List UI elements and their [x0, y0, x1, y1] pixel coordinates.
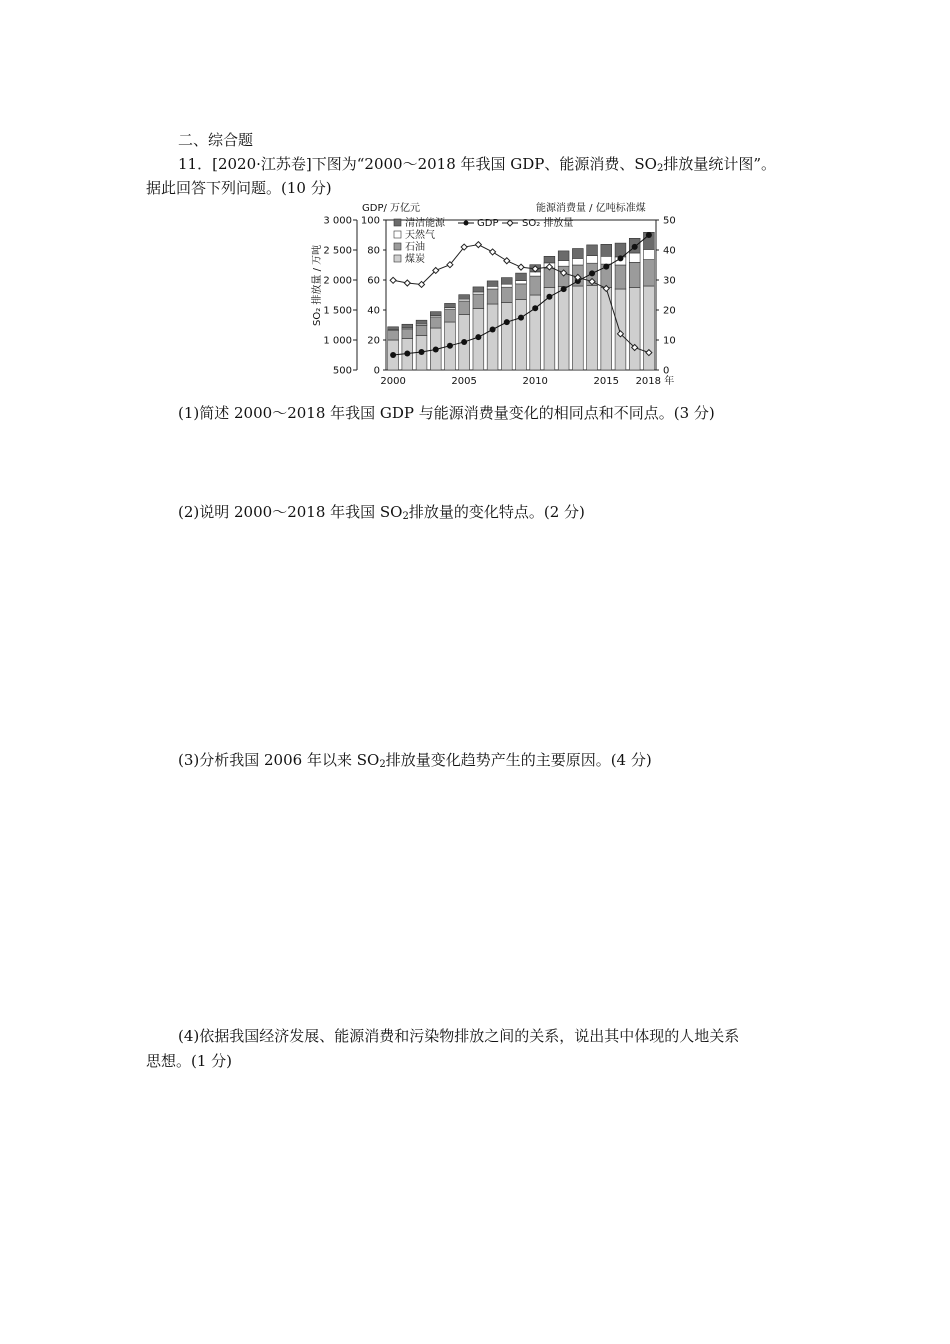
- bar-煤炭-2008: [501, 303, 512, 371]
- bar-石油-2017: [629, 262, 640, 287]
- bar-煤炭-2012: [558, 287, 569, 370]
- legend-swatch-清洁能源: [394, 219, 401, 226]
- gdp-point-2001: [404, 351, 410, 357]
- legend-so2-label: SO₂ 排放量: [522, 218, 574, 229]
- gdp-point-2009: [518, 315, 524, 321]
- legend-swatch-石油: [394, 243, 401, 250]
- gdp-point-2008: [504, 319, 510, 325]
- bar-天然气-2015: [601, 256, 612, 264]
- gdp-point-2002: [419, 349, 425, 355]
- bar-清洁能源-2008: [501, 278, 512, 285]
- gdp-point-2017: [632, 244, 638, 250]
- so2-tick-label: 2 500: [323, 245, 352, 257]
- so2-axis-title: SO₂ 排放量 / 万吨: [312, 244, 323, 326]
- bar-煤炭-2014: [587, 285, 598, 370]
- question-text-a: 11．[2020·江苏卷]下图为“2000～2018 年我国 GDP、能源消费、SO: [178, 155, 657, 173]
- gdp-tick-label: 40: [367, 305, 380, 317]
- bar-煤炭-2017: [629, 288, 640, 371]
- question-text-c: 据此回答下列问题。(10 分): [146, 179, 332, 197]
- gdp-point-2018: [646, 232, 652, 238]
- legend-label: 煤炭: [405, 254, 425, 265]
- gdp-point-2004: [447, 343, 453, 349]
- bar-天然气-2013: [572, 258, 583, 265]
- bar-清洁能源-2009: [516, 273, 527, 281]
- gdp-tick-label: 60: [367, 275, 380, 287]
- bar-石油-2002: [416, 325, 427, 335]
- bar-石油-2001: [402, 329, 413, 339]
- bar-天然气-2018: [643, 249, 654, 259]
- so2-point-2006: [475, 242, 481, 248]
- gdp-point-2006: [475, 334, 481, 340]
- bar-天然气-2008: [501, 284, 512, 287]
- chart-svg: [306, 196, 674, 392]
- bar-天然气-2007: [487, 286, 498, 289]
- part-1-text: (1)简述 2000～2018 年我国 GDP 与能源消费量变化的相同点和不同点。(3 分): [178, 404, 715, 422]
- gdp-tick-label: 20: [367, 335, 380, 347]
- question-line-1: [178, 154, 776, 179]
- legend-label: 天然气: [405, 230, 435, 241]
- part-2-text-b: 排放量的变化特点。(2 分): [408, 503, 585, 521]
- so2-tick-label: 500: [332, 365, 352, 377]
- part-3-text-a: (3)分析我国 2006 年以来 SO: [178, 751, 380, 769]
- so2-point-2009: [518, 264, 524, 270]
- so2-point-2008: [504, 258, 510, 264]
- bar-煤炭-2013: [572, 286, 583, 370]
- so2-tick-label: 2 000: [323, 275, 352, 287]
- bar-天然气-2009: [516, 281, 527, 284]
- bar-石油-2018: [643, 260, 654, 286]
- x-tick-label: 2015: [593, 376, 619, 387]
- bar-煤炭-2018: [643, 286, 654, 370]
- energy-chart: [306, 196, 674, 392]
- energy-tick-label: 50: [663, 215, 676, 227]
- part-4-text-b: 思想。(1 分): [146, 1052, 233, 1070]
- bar-石油-2016: [615, 265, 626, 289]
- gdp-point-2000: [390, 352, 396, 358]
- bar-石油-2006: [473, 294, 484, 308]
- bar-石油-2008: [501, 287, 512, 302]
- legend-label: 清洁能源: [405, 218, 445, 229]
- bar-清洁能源-2013: [572, 249, 583, 259]
- bar-煤炭-2007: [487, 304, 498, 370]
- part-2: [178, 502, 585, 527]
- energy-tick-label: 40: [663, 245, 676, 257]
- bar-清洁能源-2003: [430, 312, 441, 316]
- bar-天然气-2017: [629, 253, 640, 262]
- x-tick-label: 2005: [451, 376, 477, 387]
- legend-gdp-marker: [464, 221, 469, 226]
- gdp-point-2011: [546, 294, 552, 300]
- bar-清洁能源-2006: [473, 287, 484, 292]
- bar-石油-2005: [459, 301, 470, 315]
- bar-天然气-2014: [587, 256, 598, 264]
- gdp-point-2010: [532, 305, 538, 311]
- gdp-point-2005: [461, 339, 467, 345]
- bar-清洁能源-2002: [416, 320, 427, 324]
- bar-石油-2004: [445, 309, 456, 322]
- bar-煤炭-2016: [615, 289, 626, 370]
- gdp-tick-label: 100: [360, 215, 380, 227]
- so2-point-2001: [404, 280, 410, 286]
- x-tick-label: 2018 年: [635, 376, 675, 387]
- question-sub: 2: [656, 163, 664, 174]
- bar-天然气-2012: [558, 261, 569, 267]
- bar-石油-2010: [530, 276, 541, 295]
- bar-煤炭-2009: [516, 300, 527, 371]
- part-3-sub: 2: [379, 759, 386, 770]
- bar-清洁能源-2005: [459, 295, 470, 300]
- so2-tick-label: 1 000: [323, 335, 352, 347]
- so2-tick-label: 1 500: [323, 305, 352, 317]
- gdp-point-2012: [561, 286, 567, 292]
- section-title-text: 二、综合题: [178, 131, 254, 149]
- part-3-text-b: 排放量变化趋势产生的主要原因。(4 分): [385, 751, 652, 769]
- so2-point-2000: [390, 277, 396, 283]
- question-line-2: [146, 178, 332, 198]
- bar-石油-2011: [544, 268, 555, 288]
- question-text-b: 排放量统计图”。: [663, 155, 777, 173]
- bar-清洁能源-2000: [388, 327, 399, 330]
- energy-tick-label: 0: [663, 365, 670, 377]
- section-title: [178, 130, 253, 150]
- gdp-tick-label: 0: [373, 365, 380, 377]
- part-4-text-a: (4)依据我国经济发展、能源消费和污染物排放之间的关系，说出其中体现的人地关系: [178, 1027, 740, 1045]
- x-tick-label: 2000: [380, 376, 406, 387]
- legend-swatch-煤炭: [394, 255, 401, 262]
- part-1: [178, 403, 715, 423]
- bar-石油-2003: [430, 317, 441, 328]
- gdp-point-2003: [433, 346, 439, 352]
- part-3: [178, 750, 652, 775]
- bar-清洁能源-2015: [601, 244, 612, 256]
- bar-清洁能源-2001: [402, 324, 413, 328]
- energy-tick-label: 20: [663, 305, 676, 317]
- part-4-line-2: [146, 1051, 232, 1071]
- bar-清洁能源-2014: [587, 245, 598, 256]
- gdp-point-2014: [589, 270, 595, 276]
- part-4-line-1: [178, 1026, 739, 1046]
- gdp-point-2007: [490, 327, 496, 333]
- gdp-axis-title: GDP/ 万亿元: [362, 203, 421, 214]
- gdp-tick-label: 80: [367, 245, 380, 257]
- bar-清洁能源-2007: [487, 281, 498, 286]
- legend-gdp-label: GDP: [477, 218, 499, 229]
- energy-tick-label: 30: [663, 275, 676, 287]
- gdp-point-2016: [617, 255, 623, 261]
- so2-tick-label: 3 000: [323, 215, 352, 227]
- bar-石油-2009: [516, 284, 527, 300]
- bar-石油-2000: [388, 331, 399, 340]
- x-tick-label: 2010: [522, 376, 548, 387]
- so2-point-2007: [490, 249, 496, 255]
- bar-清洁能源-2012: [558, 251, 569, 261]
- part-2-text-a: (2)说明 2000～2018 年我国 SO: [178, 503, 403, 521]
- legend-swatch-天然气: [394, 231, 401, 238]
- legend-so2-marker: [507, 220, 513, 226]
- energy-axis-title: 能源消费量 / 亿吨标准煤: [536, 203, 646, 214]
- bar-天然气-2006: [473, 292, 484, 294]
- bar-石油-2007: [487, 289, 498, 304]
- bar-清洁能源-2004: [445, 303, 456, 307]
- energy-tick-label: 10: [663, 335, 676, 347]
- part-2-sub: 2: [402, 511, 409, 522]
- legend-label: 石油: [405, 242, 425, 253]
- gdp-point-2015: [603, 264, 609, 270]
- bar-清洁能源-2011: [544, 256, 555, 263]
